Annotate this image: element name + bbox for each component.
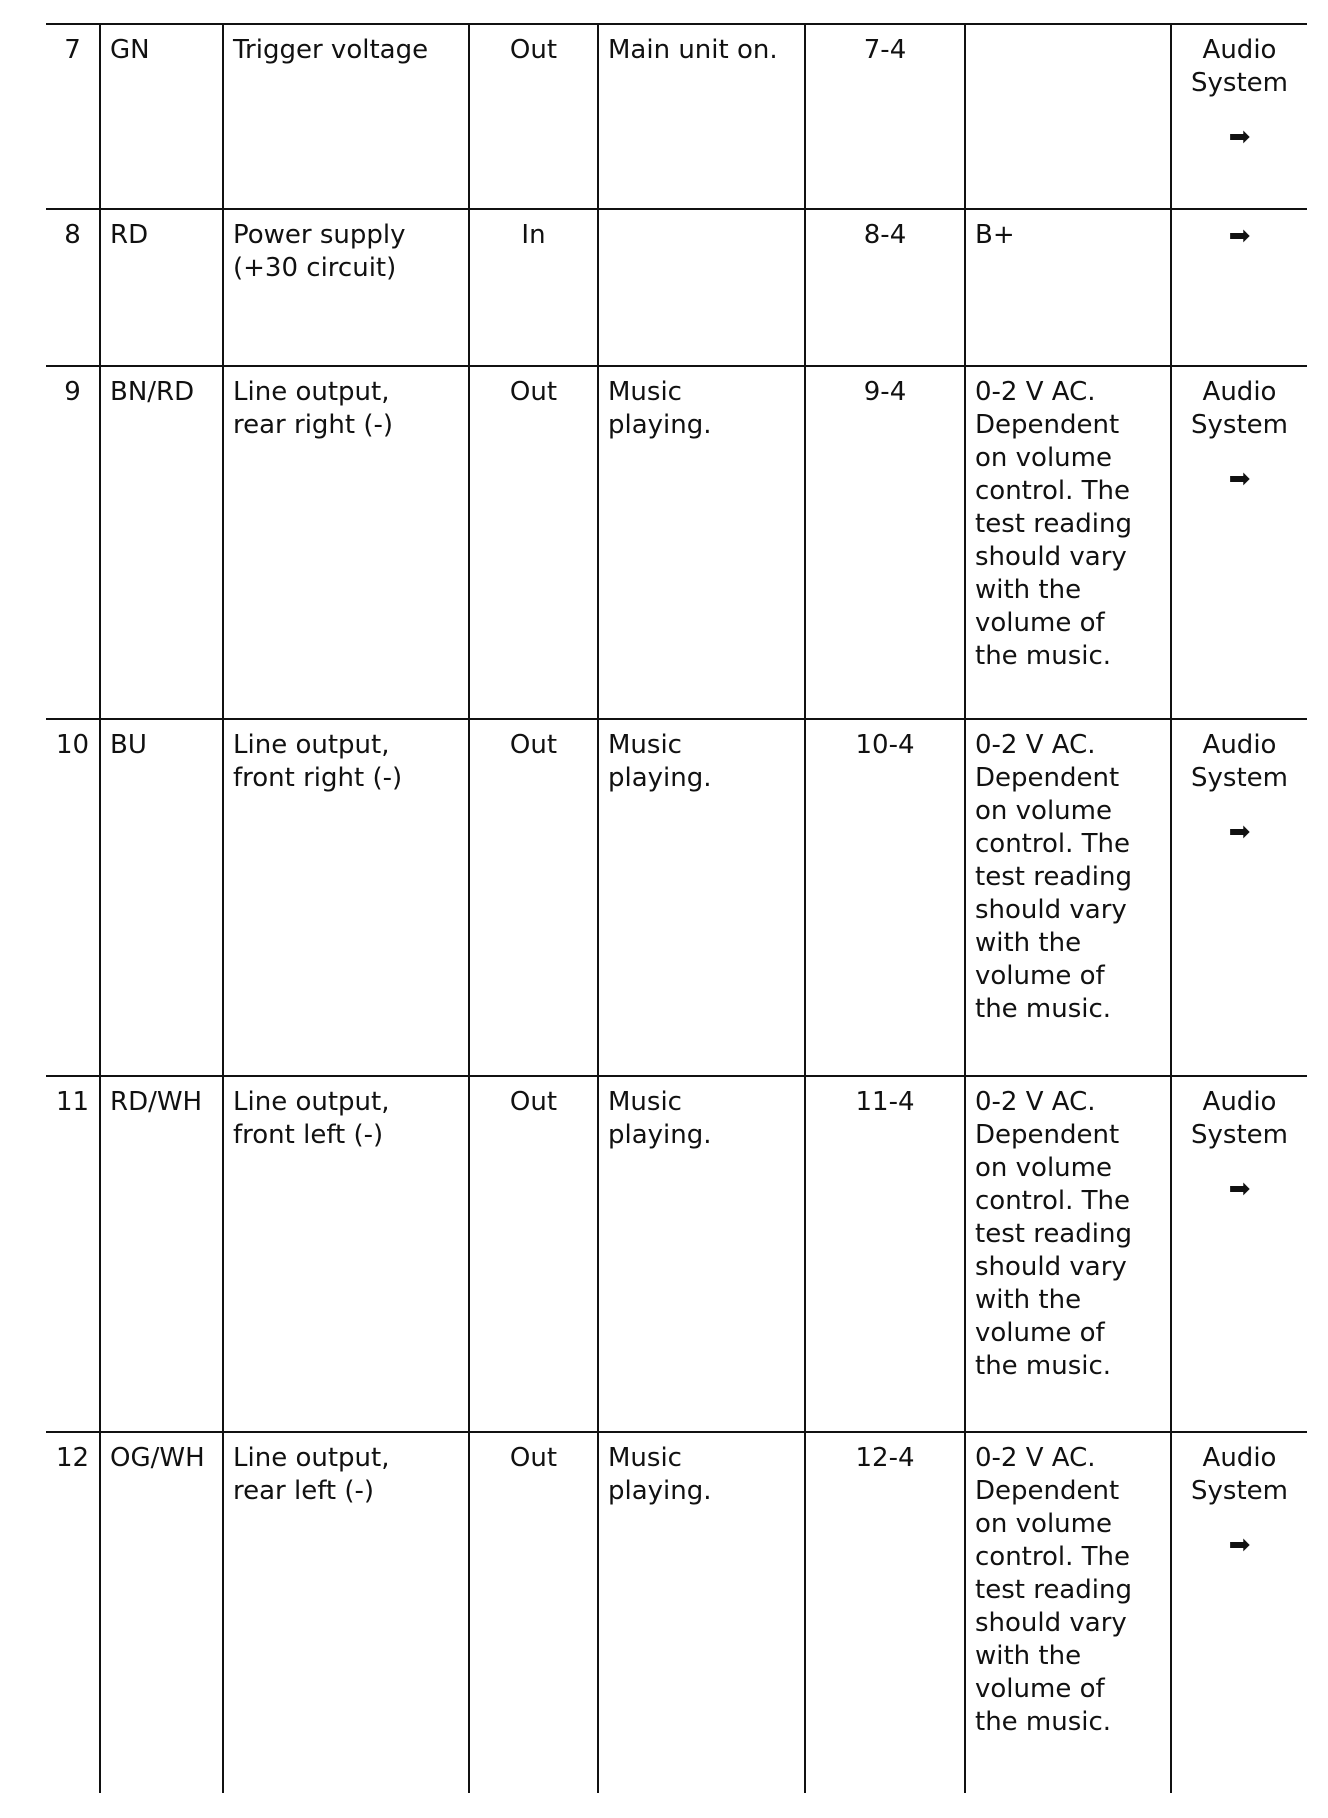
nominal-value bbox=[965, 24, 1171, 209]
signal-description: Line output, front right (-) bbox=[223, 719, 469, 1076]
table-row bbox=[46, 719, 1307, 1076]
arrow-right-icon[interactable]: ➡ bbox=[1228, 1530, 1251, 1560]
signal-direction: Out bbox=[469, 24, 598, 209]
wire-color: RD bbox=[100, 209, 223, 366]
signal-description: Line output, rear right (-) bbox=[223, 366, 469, 719]
test-points: 10-4 bbox=[805, 719, 965, 1076]
reference-link-label[interactable]: Audio System bbox=[1191, 1087, 1288, 1150]
test-condition bbox=[598, 209, 805, 366]
test-points: 8-4 bbox=[805, 209, 965, 366]
table-row bbox=[46, 1432, 1307, 1793]
wire-color: BU bbox=[100, 719, 223, 1076]
signal-direction: In bbox=[469, 209, 598, 366]
signal-description: Trigger voltage bbox=[223, 24, 469, 209]
signal-direction: Out bbox=[469, 719, 598, 1076]
test-condition: Music playing. bbox=[598, 366, 805, 719]
table-row bbox=[46, 209, 1307, 366]
signal-description: Line output, front left (-) bbox=[223, 1076, 469, 1432]
table-row bbox=[46, 1076, 1307, 1432]
pin-number: 7 bbox=[46, 24, 100, 209]
pin-number: 8 bbox=[46, 209, 100, 366]
reference-cell bbox=[1171, 719, 1307, 1076]
arrow-right-icon[interactable]: ➡ bbox=[1228, 464, 1251, 494]
signal-direction: Out bbox=[469, 1432, 598, 1793]
signal-description: Line output, rear left (-) bbox=[223, 1432, 469, 1793]
pin-number: 11 bbox=[46, 1076, 100, 1432]
test-condition: Main unit on. bbox=[598, 24, 805, 209]
nominal-value: B+ bbox=[965, 209, 1171, 366]
test-condition: Music playing. bbox=[598, 1432, 805, 1793]
wire-color: OG/WH bbox=[100, 1432, 223, 1793]
reference-link-label[interactable]: Audio System bbox=[1191, 730, 1288, 793]
reference-link-label[interactable]: Audio System bbox=[1191, 35, 1288, 98]
arrow-right-icon[interactable]: ➡ bbox=[1228, 221, 1251, 251]
wire-color: BN/RD bbox=[100, 366, 223, 719]
arrow-right-icon[interactable]: ➡ bbox=[1228, 817, 1251, 847]
reference-cell bbox=[1171, 24, 1307, 209]
reference-link-label[interactable]: Audio System bbox=[1191, 377, 1288, 440]
signal-description: Power supply (+30 circuit) bbox=[223, 209, 469, 366]
signal-direction: Out bbox=[469, 366, 598, 719]
test-points: 9-4 bbox=[805, 366, 965, 719]
test-condition: Music playing. bbox=[598, 719, 805, 1076]
test-points: 11-4 bbox=[805, 1076, 965, 1432]
table-row bbox=[46, 24, 1307, 209]
pin-number: 9 bbox=[46, 366, 100, 719]
test-points: 12-4 bbox=[805, 1432, 965, 1793]
nominal-value: 0-2 V AC. Dependent on volume control. The test reading should vary with the volume of the music. bbox=[965, 1076, 1171, 1432]
wire-color: RD/WH bbox=[100, 1076, 223, 1432]
reference-cell bbox=[1171, 1432, 1307, 1793]
pin-number: 10 bbox=[46, 719, 100, 1076]
nominal-value: 0-2 V AC. Dependent on volume control. The test reading should vary with the volume of the music. bbox=[965, 719, 1171, 1076]
test-points: 7-4 bbox=[805, 24, 965, 209]
nominal-value: 0-2 V AC. Dependent on volume control. The test reading should vary with the volume of the music. bbox=[965, 366, 1171, 719]
signal-direction: Out bbox=[469, 1076, 598, 1432]
arrow-right-icon[interactable]: ➡ bbox=[1228, 1174, 1251, 1204]
pin-number: 12 bbox=[46, 1432, 100, 1793]
reference-cell bbox=[1171, 366, 1307, 719]
nominal-value: 0-2 V AC. Dependent on volume control. The test reading should vary with the volume of the music. bbox=[965, 1432, 1171, 1793]
pinout-table bbox=[46, 23, 1307, 1793]
test-condition: Music playing. bbox=[598, 1076, 805, 1432]
reference-cell bbox=[1171, 1076, 1307, 1432]
reference-link-label[interactable]: Audio System bbox=[1191, 1443, 1288, 1506]
wire-color: GN bbox=[100, 24, 223, 209]
arrow-right-icon[interactable]: ➡ bbox=[1228, 122, 1251, 152]
table-row bbox=[46, 366, 1307, 719]
reference-cell bbox=[1171, 209, 1307, 366]
